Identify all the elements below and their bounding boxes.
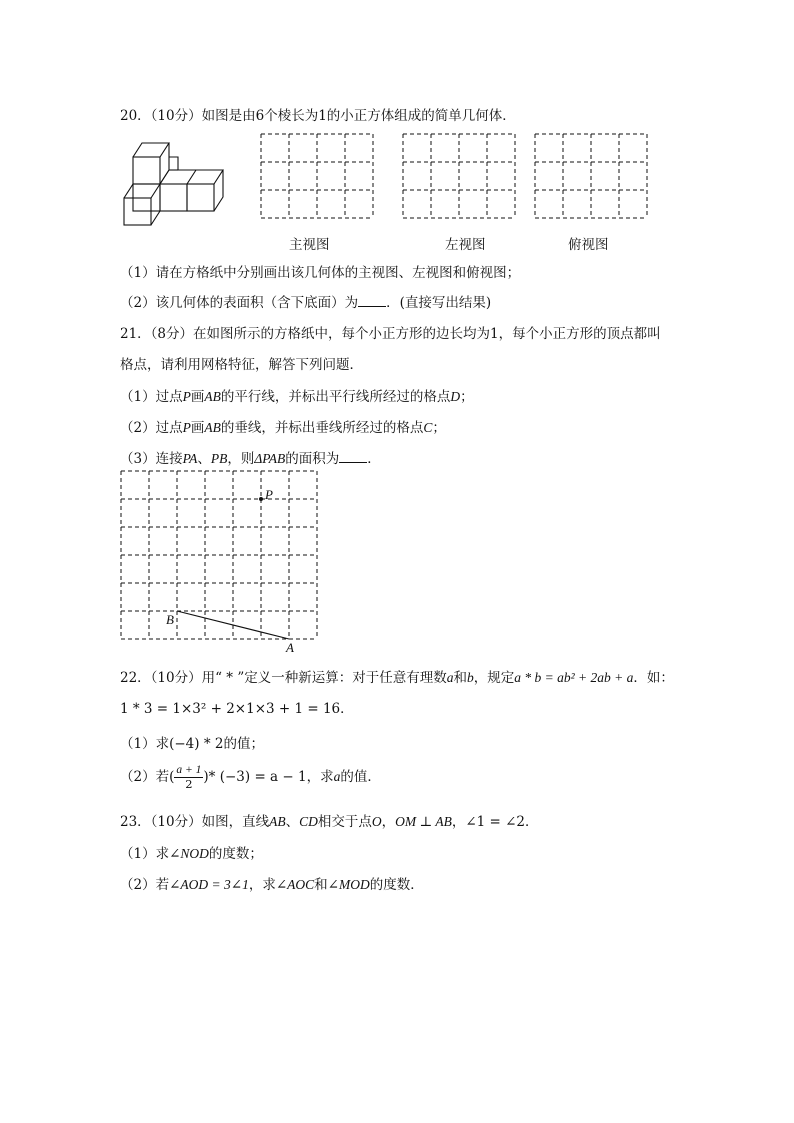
- q21-part1: [120, 385, 474, 405]
- text: 的垂线，并标出垂线所经过的格点: [220, 420, 424, 436]
- text: （2）过点: [120, 420, 183, 436]
- q23-part2: [120, 873, 424, 893]
- paren: ): [203, 769, 209, 785]
- text: 的面积为: [285, 451, 340, 467]
- point-p: [259, 497, 263, 501]
- var-b: b: [467, 670, 474, 685]
- label-a: A: [286, 640, 294, 655]
- text: ；: [432, 420, 446, 436]
- segment-pa: PA: [182, 451, 198, 466]
- text: ，: [451, 814, 466, 830]
- text: 的值；: [223, 736, 264, 752]
- angle-mod: ∠MOD: [327, 877, 370, 892]
- q20-part2-text: （2）该几何体的表面积（含下底面）为: [120, 295, 359, 311]
- text: ．如：: [633, 670, 674, 686]
- paren: (: [169, 769, 175, 785]
- q21-part3: [120, 447, 381, 467]
- var-d: D: [450, 389, 461, 404]
- q20-part2-end: ．(直接写出结果): [386, 295, 492, 311]
- example-formula: 1 * 3 = 1×3² + 2×1×3 + 1 = 16: [120, 701, 341, 717]
- expression: * (−3) = a − 1: [208, 769, 307, 785]
- q21-line1: 21．（8分）在如图所示的方格纸中，每个小正方形的边长均为1，每个小正方形的顶点都叫: [120, 326, 661, 342]
- line-cd: CD: [299, 814, 318, 829]
- left-view-caption: 左视图: [445, 237, 486, 253]
- var-p: P: [182, 389, 191, 404]
- text: ，则: [227, 451, 255, 467]
- rule-formula: a * b = ab² + 2ab + a: [514, 670, 634, 685]
- text: 和: [453, 670, 467, 686]
- top-view-grid: [535, 134, 647, 218]
- q21-line2: 格点，请利用网格特征，解答下列问题．: [120, 357, 363, 373]
- text: 、: [285, 814, 300, 830]
- text: （1）过点: [120, 389, 183, 405]
- text: 、: [197, 451, 211, 467]
- text: 和: [314, 877, 328, 893]
- perp-condition: OM ⊥ AB: [395, 814, 452, 829]
- q22-line1: [120, 666, 674, 686]
- fraction-denominator: 2: [185, 777, 193, 791]
- fraction-numerator: a + 1: [176, 764, 202, 776]
- q22-example: [120, 697, 354, 717]
- text: ．: [340, 701, 354, 717]
- angle-condition: ∠AOD = 3∠1: [169, 877, 249, 892]
- text: 的平行线，并标出平行线所经过的格点: [220, 389, 451, 405]
- label-b: B: [166, 612, 174, 627]
- text: 画: [190, 389, 205, 405]
- text: （2）若: [120, 877, 170, 893]
- segment-ab: AB: [204, 420, 221, 435]
- text: 的度数；: [208, 846, 263, 862]
- text: 22．（10分）用“ * ”定义一种新运算：对于任意有理数: [120, 670, 447, 686]
- q21-grid: [121, 471, 321, 643]
- line-ab: AB: [269, 814, 286, 829]
- text: 23．（10分）如图，直线: [120, 814, 270, 830]
- q23-line1: [120, 810, 539, 830]
- segment-ab: AB: [204, 389, 221, 404]
- triangle-pab: ΔPAB: [254, 451, 286, 466]
- q22-part2: [120, 764, 381, 791]
- q20-part1: （1）请在方格纸中分别画出该几何体的主视图、左视图和俯视图；: [120, 265, 521, 281]
- q22-part1: [120, 732, 264, 752]
- var-a: a: [333, 769, 341, 784]
- label-p: P: [265, 487, 273, 502]
- angle-condition: ∠1 = ∠2: [465, 814, 526, 830]
- var-c: C: [423, 420, 433, 435]
- answer-blank[interactable]: [339, 450, 367, 463]
- text: （1）求: [120, 736, 170, 752]
- text: ，: [381, 814, 396, 830]
- text: ，求: [248, 877, 276, 893]
- q20-part2: [120, 291, 491, 311]
- var-p: P: [182, 420, 191, 435]
- text: ．: [367, 451, 381, 467]
- text: 的值．: [340, 769, 381, 785]
- q21-part2: [120, 416, 446, 436]
- top-view-caption: 俯视图: [568, 237, 609, 253]
- segment-pb: PB: [210, 451, 228, 466]
- front-view-caption: 主视图: [289, 237, 330, 253]
- answer-blank[interactable]: [358, 294, 386, 307]
- text: （1）求: [120, 846, 170, 862]
- text: ．: [525, 814, 539, 830]
- var-a: a: [446, 670, 454, 685]
- q23-part1: [120, 842, 263, 862]
- text: ，规定: [473, 670, 515, 686]
- q20-title: 20．（10分）如图是由6个棱长为1的小正方体组成的简单几何体．: [120, 108, 516, 124]
- text: （3）连接: [120, 451, 183, 467]
- fraction: [174, 764, 203, 791]
- text: 的度数．: [369, 877, 424, 893]
- expression: (−4) * 2: [169, 736, 224, 752]
- text: ；: [460, 389, 474, 405]
- front-view-grid: [261, 134, 373, 218]
- angle-nod: ∠NOD: [169, 846, 209, 861]
- text: ，求: [306, 769, 334, 785]
- point-o: O: [371, 814, 382, 829]
- text: （2）若: [120, 769, 170, 785]
- cube-figure: [122, 140, 242, 230]
- text: 相交于点: [317, 814, 372, 830]
- text: 画: [190, 420, 205, 436]
- left-view-grid: [403, 134, 515, 218]
- angle-aoc: ∠AOC: [275, 877, 315, 892]
